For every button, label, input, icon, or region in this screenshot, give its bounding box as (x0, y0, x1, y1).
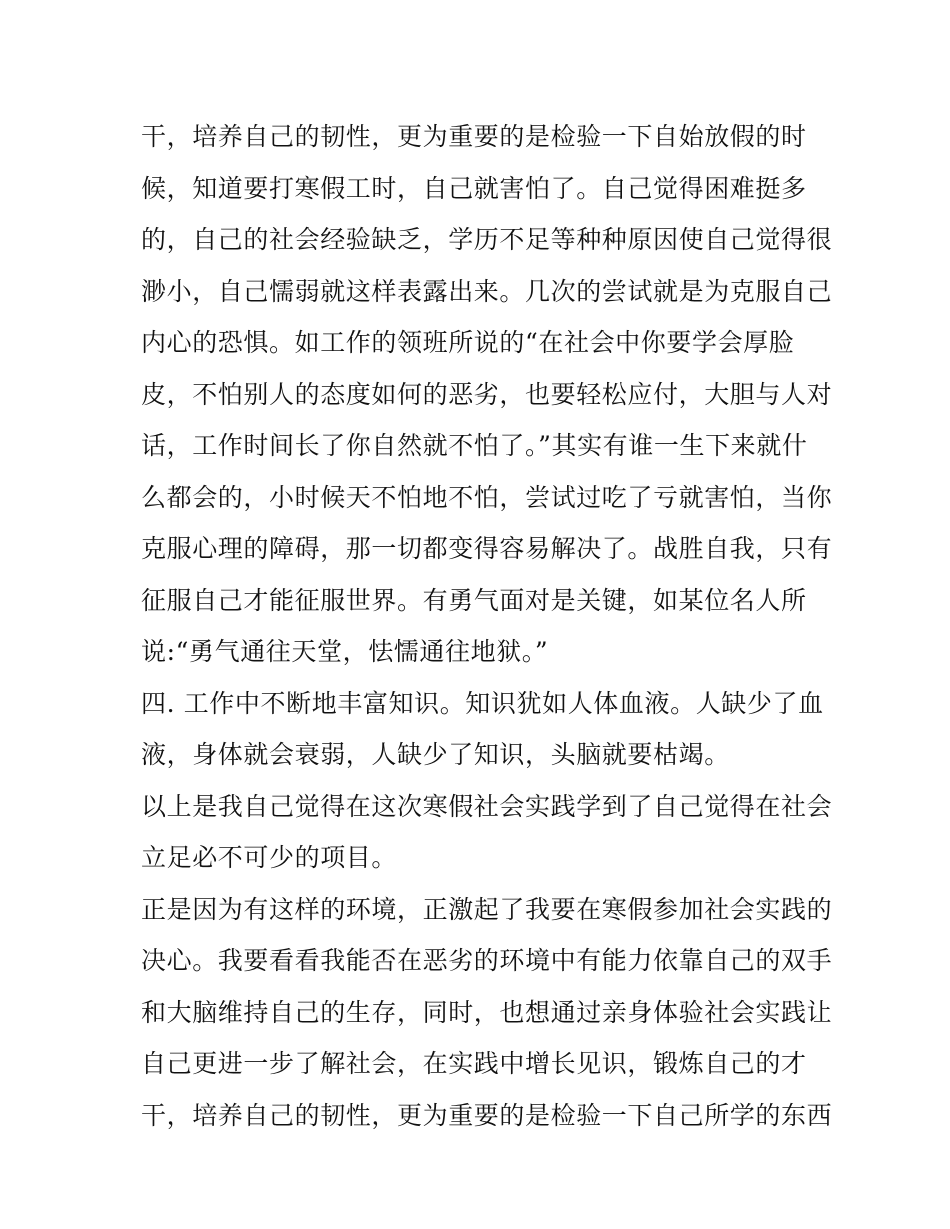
text-line: 和大脑维持自己的生存，同时，也想通过亲身体验社会实践让 (141, 997, 833, 1027)
text-line: 立足必不可少的项目。 (141, 843, 398, 872)
text-line: 渺小，自己懦弱就这样表露出来。几次的尝试就是为克服自己 (141, 276, 833, 306)
text-line: 自己更进一步了解社会，在实践中增长见识，锻炼自己的才 (141, 1049, 807, 1078)
text-line: 内心的恐惧。如工作的领班所说的“在社会中你要学会厚脸 (141, 328, 795, 357)
text-line: 干，培养自己的韧性，更为重要的是检验一下自始放假的时 (141, 122, 807, 151)
text-line: 克服心理的障碍，那一切都变得容易解决了。战胜自我，只有 (141, 534, 833, 563)
text-line: 么都会的，小时候天不怕地不怕，尝试过吃了亏就害怕，当你 (141, 482, 833, 512)
text-line: 正是因为有这样的环境，正激起了我要在寒假参加社会实践的 (141, 894, 833, 924)
text-line: 决心。我要看看我能否在恶劣的环境中有能力依靠自己的双手 (141, 946, 833, 975)
text-line: 征服自己才能征服世界。有勇气面对是关键，如某位名人所 (141, 585, 807, 615)
text-line: 四. 工作中不断地丰富知识。知识犹如人体血液。人缺少了血 (141, 688, 824, 718)
text-line: 说:“勇气通往天堂，怯懦通往地狱。” (141, 637, 549, 666)
text-line: 皮，不怕别人的态度如何的恶劣，也要轻松应付，大胆与人对 (141, 379, 833, 409)
body-text (141, 111, 833, 1141)
text-line: 液，身体就会衰弱，人缺少了知识，头脑就要枯竭。 (141, 740, 730, 769)
text-line: 干，培养自己的韧性，更为重要的是检验一下自己所学的东西 (141, 1100, 833, 1130)
text-line: 话，工作时间长了你自然就不怕了。”其实有谁一生下来就什 (141, 431, 808, 460)
text-line: 以上是我自己觉得在这次寒假社会实践学到了自己觉得在社会 (141, 791, 833, 821)
text-line: 候，知道要打寒假工时，自己就害怕了。自己觉得困难挺多 (141, 173, 807, 203)
text-line: 的，自己的社会经验缺乏，学历不足等种种原因使自己觉得很 (141, 225, 833, 254)
